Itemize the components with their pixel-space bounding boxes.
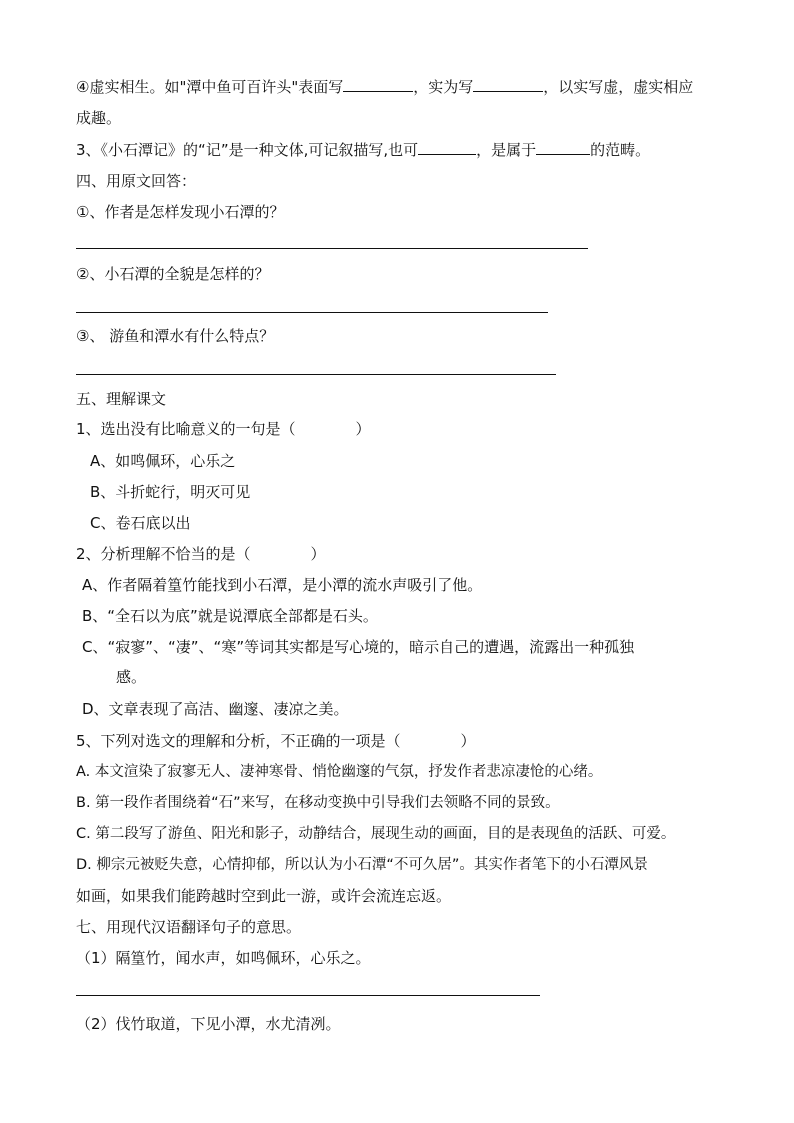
question-4-1: ①、作者是怎样发现小石潭的？ [76,203,285,221]
question-1-option-b: B、斗折蛇行，明灭可见 [90,483,251,501]
question-4-3: ③、 游鱼和潭水有什么特点？ [76,327,275,345]
question-5 [76,731,476,751]
translation-1: （1）隔篁竹，闻水声，如鸣佩环，心乐之。 [76,949,371,967]
question-2-option-b: B、“全石以为底”就是说潭底全部都是石头。 [82,607,378,625]
item-4-line-1 [76,77,693,97]
question-1-text: 1、选出没有比喻意义的一句是（ [76,420,296,438]
answer-line[interactable] [76,374,556,375]
item-4-text-c: ，以实写虚，虚实相应 [543,78,694,96]
item-4-text-a: ④虚实相生。如"潭中鱼可百许头"表面写 [76,78,344,96]
question-2-text: 2、分析理解不恰当的是（ [76,545,251,563]
item-4-text-b: ，实为写 [413,78,474,96]
item-3-text-c: 的范畴。 [590,141,651,159]
answer-line[interactable] [76,248,588,249]
question-1-close: ） [355,420,371,438]
question-2-option-c-line-1: C、“寂寥”、“凄”、“寒”等词其实都是写心境的，暗示自己的遭遇，流露出一种孤独 [82,638,635,656]
answer-blank[interactable] [473,77,543,92]
question-5-option-d-line-2: 如画，如果我们能跨越时空到此一游，或许会流连忘返。 [76,887,452,905]
answer-blank[interactable] [536,140,590,155]
question-2-option-d: D、文章表现了高洁、幽邃、凄凉之美。 [82,700,349,718]
section-7-title: 七、用现代汉语翻译句子的意思。 [76,918,302,936]
item-3-line [76,140,650,160]
question-4-2: ②、小石潭的全貌是怎样的？ [76,265,270,283]
question-5-text: 5、下列对选文的理解和分析，不正确的一项是（ [76,732,401,750]
question-5-option-a: A. 本文渲染了寂寥无人、凄神寒骨、悄怆幽邃的气氛，抒发作者悲凉凄怆的心绪。 [76,764,603,780]
question-2-close: ） [310,545,326,563]
translation-2: （2）伐竹取道，下见小潭，水尤清冽。 [76,1015,341,1033]
item-3-text-b: ，是属于 [476,141,537,159]
question-1 [76,419,371,439]
question-2 [76,544,326,564]
question-5-option-c: C. 第二段写了游鱼、阳光和影子，动静结合，展现生动的画面，目的是表现鱼的活跃、可爱。 [76,826,676,842]
answer-line[interactable] [76,995,540,996]
question-2-option-c-line-2: 感。 [116,668,147,686]
section-4-title: 四、用原文回答： [76,172,197,190]
question-5-option-d-line-1: D. 柳宗元被贬失意，心情抑郁，所以认为小石潭“不可久居”。其实作者笔下的小石潭风景 [76,857,648,873]
question-1-option-a: A、如鸣佩环，心乐之 [90,452,236,470]
answer-blank[interactable] [418,140,476,155]
item-4-line-2: 成趣。 [76,109,122,127]
item-3-text-a: 3、《小石潭记》的“记”是一种文体,可记叙描写,也可 [76,141,419,159]
answer-line[interactable] [76,312,548,313]
answer-blank[interactable] [343,77,413,92]
question-1-option-c: C、卷石底以出 [90,514,191,532]
question-2-option-a: A、作者隔着篁竹能找到小石潭，是小潭的流水声吸引了他。 [82,576,483,594]
question-5-close: ） [460,732,476,750]
question-5-option-b: B. 第一段作者围绕着“石”来写，在移动变换中引导我们去领略不同的景致。 [76,795,560,811]
section-5-title: 五、理解课文 [76,390,167,408]
